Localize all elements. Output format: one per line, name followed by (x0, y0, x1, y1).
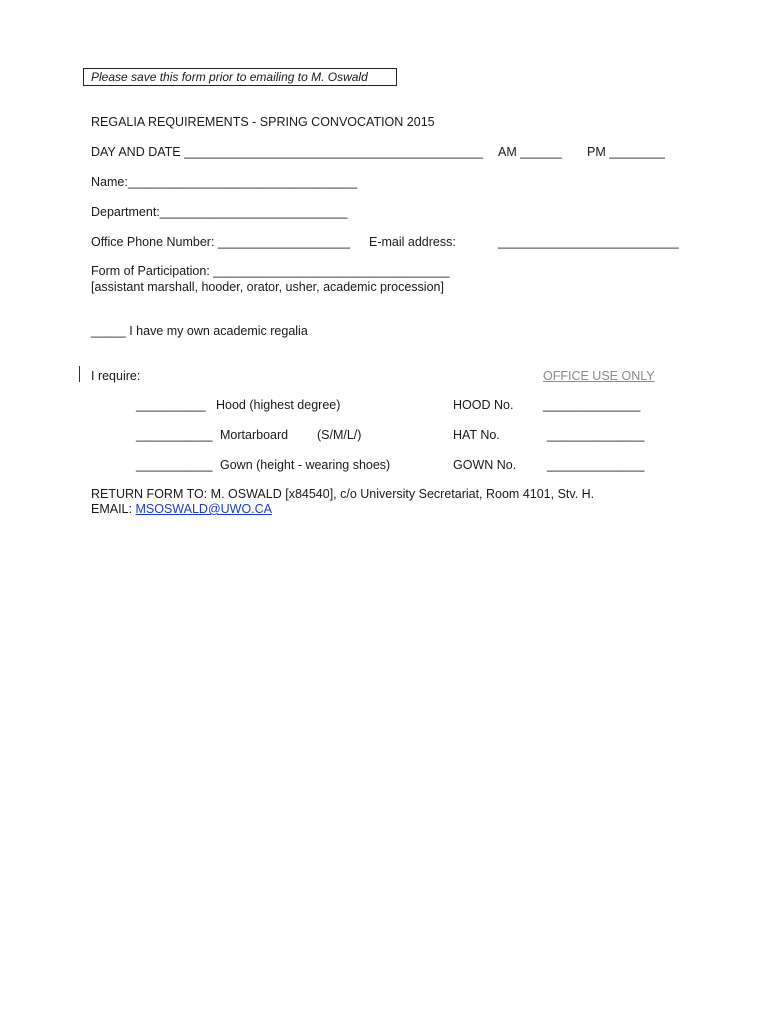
office-phone-field[interactable]: Office Phone Number: ___________________ (91, 235, 351, 249)
email-line (91, 502, 272, 517)
mortarboard-size: (S/M/L/) (317, 428, 362, 442)
email-address-field[interactable]: __________________________ (498, 235, 679, 249)
gown-label: Gown (height - wearing shoes) (220, 458, 391, 472)
email-prefix: EMAIL: (91, 502, 132, 516)
participation-hint: [assistant marshall, hooder, orator, usher, academic procession] (91, 280, 444, 294)
hood-number-label: HOOD No. (453, 398, 514, 412)
hood-number-field[interactable]: ______________ (543, 398, 641, 412)
hood-label: Hood (highest degree) (216, 398, 341, 412)
form-title: REGALIA REQUIREMENTS - SPRING CONVOCATION 2015 (91, 115, 435, 129)
save-notice: Please save this form prior to emailing to M. Oswald (83, 68, 397, 86)
am-field[interactable]: AM ______ (498, 145, 562, 159)
mortarboard-blank[interactable]: ___________ (136, 428, 213, 442)
hood-blank[interactable]: __________ (136, 398, 206, 412)
pm-field[interactable]: PM ________ (587, 145, 665, 159)
email-link[interactable]: MSOSWALD@UWO.CA (135, 502, 273, 516)
gown-number-field[interactable]: ______________ (547, 458, 645, 472)
hat-number-field[interactable]: ______________ (547, 428, 645, 442)
gown-number-label: GOWN No. (453, 458, 517, 472)
day-date-field[interactable]: DAY AND DATE ___________________________________________ (91, 145, 484, 159)
return-instructions: RETURN FORM TO: M. OSWALD [x84540], c/o University Secretariat, Room 4101, Stv. H. (91, 487, 595, 501)
mortarboard-label: Mortarboard (220, 428, 289, 442)
email-address-label: E-mail address: (369, 235, 456, 249)
department-field[interactable]: Department:___________________________ (91, 205, 348, 219)
office-use-heading: OFFICE USE ONLY (543, 369, 655, 383)
gown-blank[interactable]: ___________ (136, 458, 213, 472)
text-cursor (79, 366, 80, 382)
require-label: I require: (91, 369, 141, 383)
own-regalia-field[interactable]: _____ I have my own academic regalia (91, 324, 308, 338)
hat-number-label: HAT No. (453, 428, 500, 442)
participation-field[interactable]: Form of Participation: __________________________________ (91, 264, 450, 278)
name-field[interactable]: Name:_________________________________ (91, 175, 358, 189)
